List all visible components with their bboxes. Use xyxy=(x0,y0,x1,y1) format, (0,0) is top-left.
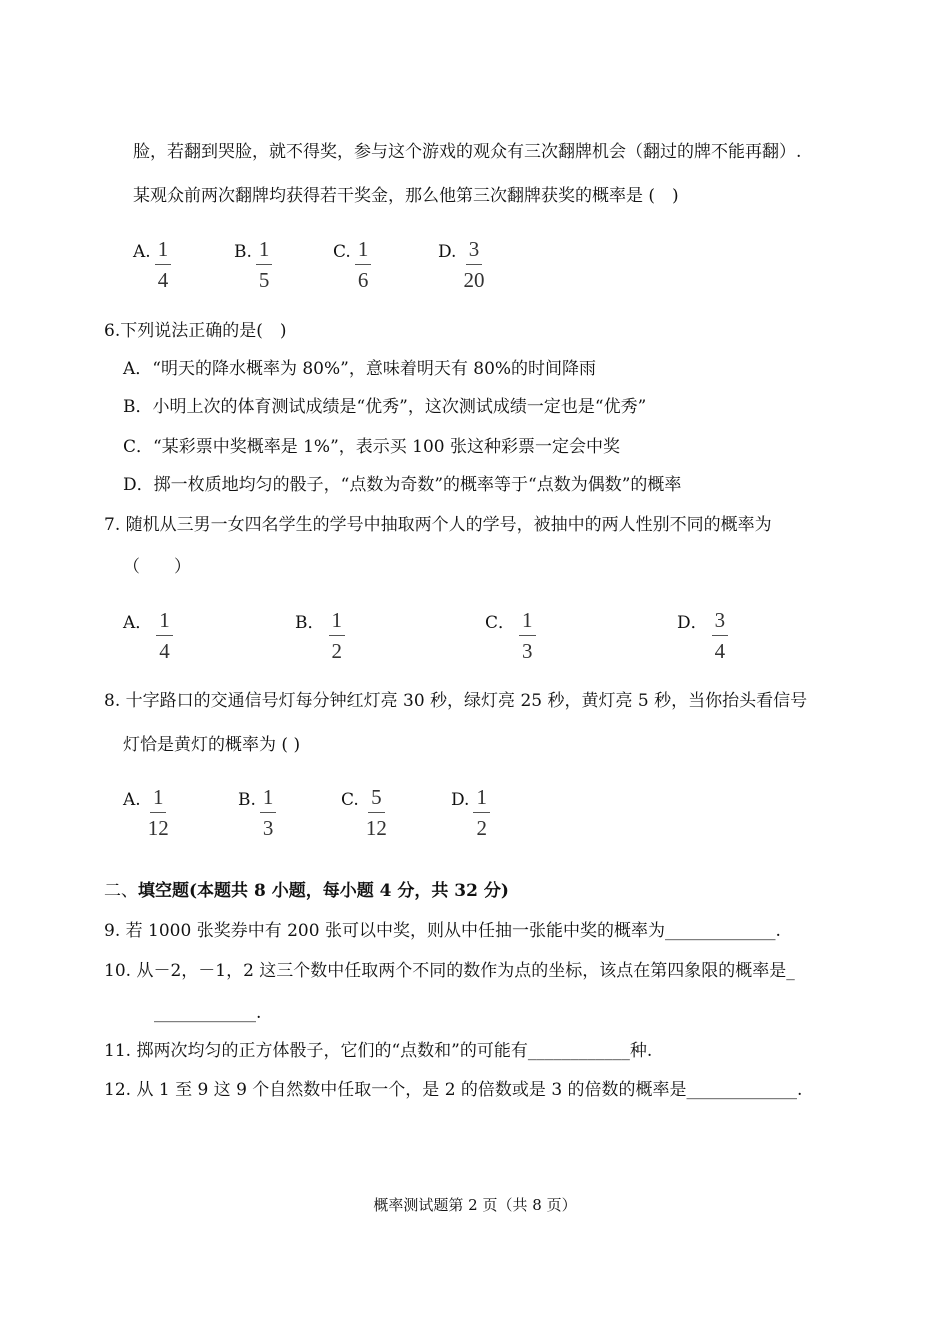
fraction xyxy=(256,237,273,292)
option-label: B． xyxy=(295,613,325,633)
fraction xyxy=(155,237,172,292)
q5-option-b xyxy=(234,237,272,292)
q8-option-c xyxy=(341,785,390,840)
q11: 11. 掷两次均匀的正方体骰子，它们的“点数和”的可能有____________种. xyxy=(104,1041,653,1061)
q7-option-a xyxy=(123,608,173,663)
numerator: 1 xyxy=(155,237,172,265)
q12: 12. 从 1 至 9 这 9 个自然数中任取一个，是 2 的倍数或是 3 的倍数的概率是_____________. xyxy=(104,1080,803,1100)
section-prefix: 二、 xyxy=(104,881,138,901)
q6-option-d: D．掷一枚质地均匀的骰子，“点数为奇数”的概率等于“点数为偶数”的概率 xyxy=(123,475,682,495)
option-label: D. xyxy=(438,242,457,262)
denominator: 20 xyxy=(463,268,485,292)
q8-line-2: 灯恰是黄灯的概率为 ( ) xyxy=(123,735,301,755)
q8-option-d xyxy=(451,785,490,840)
q10-line-1: 10. 从－2，－1，2 这三个数中任取两个不同的数作为点的坐标，该点在第四象限的概率是_ xyxy=(104,961,795,981)
section-title: 填空题(本题共 8 小题，每小题 4 分，共 32 分) xyxy=(138,881,509,901)
q7-option-c xyxy=(485,608,536,663)
numerator: 1 xyxy=(355,237,372,265)
q7-line-2: （ ） xyxy=(123,557,191,577)
denominator: 4 xyxy=(159,639,170,663)
q7-option-d xyxy=(677,608,728,663)
option-label: B. xyxy=(238,790,256,810)
denominator: 2 xyxy=(331,639,342,663)
fraction xyxy=(145,785,172,840)
page-footer: 概率测试题第 2 页（共 8 页） xyxy=(373,1196,577,1214)
q10-line-2: ____________. xyxy=(154,1003,262,1023)
numerator: 1 xyxy=(519,608,536,636)
q8-line-1: 8. 十字路口的交通信号灯每分钟红灯亮 30 秒，绿灯亮 25 秒，黄灯亮 5 秒，当你抬头看信号 xyxy=(104,691,808,711)
denominator: 5 xyxy=(258,268,270,292)
q5-line-1: 脸，若翻到哭脸，就不得奖，参与这个游戏的观众有三次翻牌机会（翻过的牌不能再翻）. xyxy=(133,142,802,162)
q8-option-a xyxy=(123,785,172,840)
q6-option-a: A．“明天的降水概率为 80%”，意味着明天有 80%的时间降雨 xyxy=(123,359,597,379)
fraction xyxy=(712,608,729,663)
denominator: 6 xyxy=(357,268,369,292)
fraction xyxy=(260,785,277,840)
q8-option-b xyxy=(238,785,276,840)
q9: 9. 若 1000 张奖券中有 200 张可以中奖，则从中任抽一张能中奖的概率为_____________. xyxy=(104,921,781,941)
option-label: B. xyxy=(234,242,252,262)
q5-option-c xyxy=(333,237,371,292)
q6-option-b: B．小明上次的体育测试成绩是“优秀”，这次测试成绩一定也是“优秀” xyxy=(123,397,647,417)
option-label: A. xyxy=(133,242,151,262)
option-label: A. xyxy=(123,790,141,810)
denominator: 4 xyxy=(157,268,169,292)
denominator: 4 xyxy=(714,639,726,663)
fraction xyxy=(355,237,372,292)
q7-line-1: 7. 随机从三男一女四名学生的学号中抽取两个人的学号，被抽中的两人性别不同的概率为 xyxy=(104,515,772,535)
fraction xyxy=(473,785,490,840)
denominator: 12 xyxy=(147,816,169,840)
option-label: D． xyxy=(677,613,708,633)
option-label: C. xyxy=(341,790,359,810)
numerator: 3 xyxy=(712,608,729,636)
q5-option-a xyxy=(133,237,171,292)
option-label: C． xyxy=(485,613,516,633)
numerator: 1 xyxy=(156,608,173,636)
q6-stem: 6.下列说法正确的是( ) xyxy=(104,321,287,341)
fraction xyxy=(363,785,390,840)
denominator: 3 xyxy=(262,816,274,840)
numerator: 1 xyxy=(473,785,490,813)
denominator: 3 xyxy=(522,639,533,663)
numerator: 1 xyxy=(329,608,346,636)
section-heading xyxy=(104,880,509,902)
q5-line-2: 某观众前两次翻牌均获得若干奖金，那么他第三次翻牌获奖的概率是 ( ) xyxy=(133,186,679,206)
numerator: 1 xyxy=(260,785,277,813)
fraction xyxy=(329,608,346,663)
q5-option-d xyxy=(438,237,487,292)
option-label: C. xyxy=(333,242,351,262)
numerator: 1 xyxy=(256,237,273,265)
denominator: 2 xyxy=(476,816,487,840)
numerator: 3 xyxy=(466,237,483,265)
fraction xyxy=(460,237,487,292)
fraction xyxy=(519,608,536,663)
q6-option-c: C．“某彩票中奖概率是 1%”，表示买 100 张这种彩票一定会中奖 xyxy=(123,437,621,457)
denominator: 12 xyxy=(365,816,387,840)
fraction xyxy=(156,608,173,663)
numerator: 5 xyxy=(368,785,385,813)
option-label: A． xyxy=(123,613,153,633)
option-label: D. xyxy=(451,790,470,810)
numerator: 1 xyxy=(150,785,167,813)
q7-option-b xyxy=(295,608,345,663)
